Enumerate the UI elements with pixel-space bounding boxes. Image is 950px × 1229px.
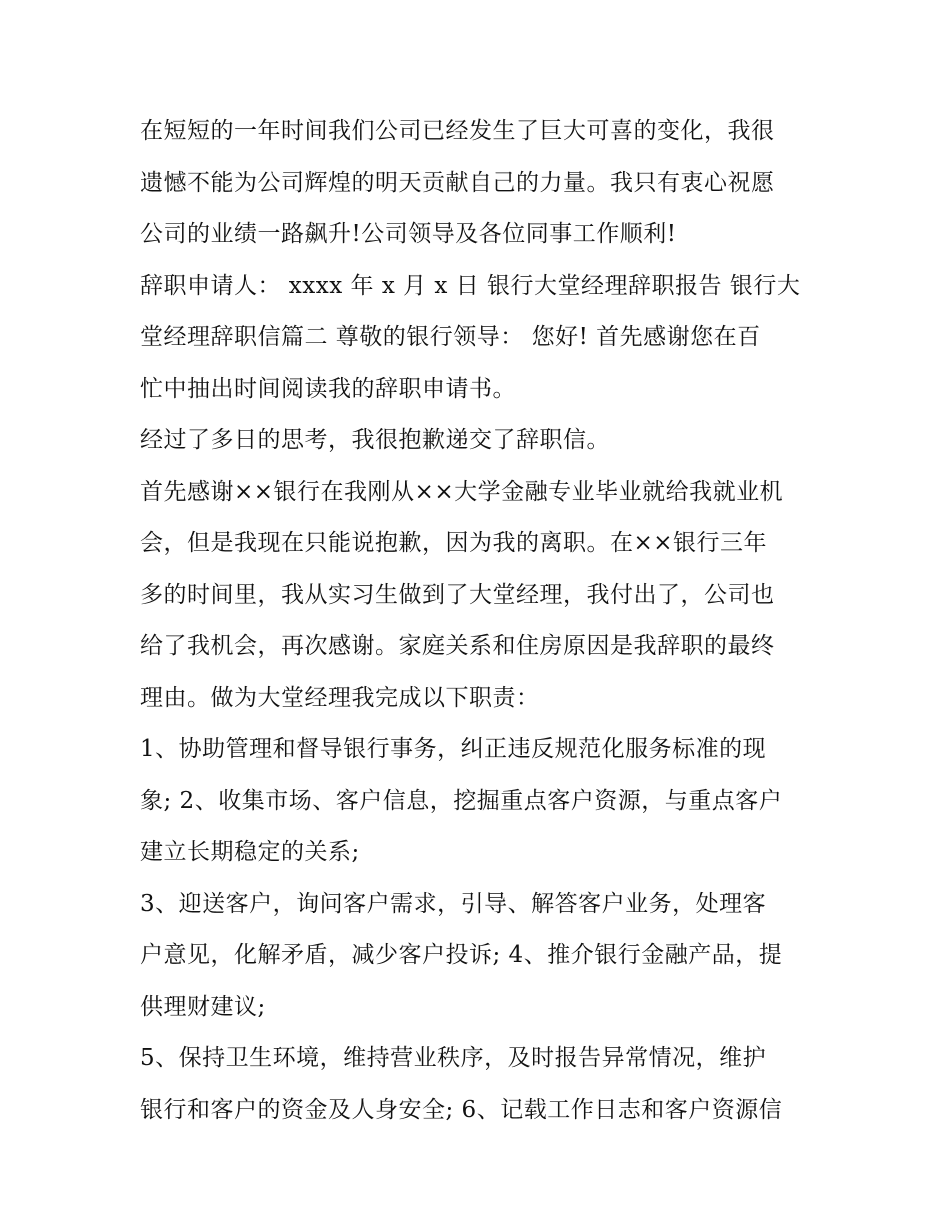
text-line: 给了我机会，再次感谢。家庭关系和住房原因是我辞职的最终: [140, 633, 775, 659]
text-line: 堂经理辞职信篇二 尊敬的银行领导： 您好! 首先感谢您在百: [140, 324, 761, 350]
text-line: 遗憾不能为公司辉煌的明天贡献自己的力量。我只有衷心祝愿: [140, 169, 775, 196]
text-line: 理由。做为大堂经理我完成以下职责：: [140, 684, 540, 711]
paragraph: [140, 415, 820, 467]
text-line: 建立长期稳定的关系;: [140, 839, 360, 865]
text-line: 象; 2、收集市场、客户信息，挖掘重点客户资源，与重点客户: [140, 787, 783, 814]
paragraph: [140, 724, 820, 879]
text-line: 多的时间里，我从实习生做到了大堂经理，我付出了，公司也: [140, 581, 775, 608]
text-line: 5、保持卫生环境，维持营业秩序，及时报告异常情况，维护: [140, 1045, 767, 1071]
paragraph: [140, 467, 820, 725]
text-line: 辞职申请人： xxxx 年 x 月 x 日 银行大堂经理辞职报告 银行大: [140, 272, 801, 299]
paragraph: [140, 1033, 820, 1136]
document-body: [140, 106, 820, 1136]
text-line: 公司的业绩一路飙升!公司领导及各位同事工作顺利!: [140, 221, 677, 247]
paragraph: [140, 879, 820, 1034]
text-line: 供理财建议;: [140, 993, 266, 1020]
paragraph: [140, 261, 820, 416]
text-line: 户意见，化解矛盾，减少客户投诉; 4、推介银行金融产品，提: [140, 942, 783, 968]
text-line: 经过了多日的思考，我很抱歉递交了辞职信。: [140, 427, 610, 453]
text-line: 会，但是我现在只能说抱歉，因为我的离职。在××银行三年: [140, 530, 768, 556]
text-line: 忙中抽出时间阅读我的辞职申请书。: [140, 375, 516, 402]
text-line: 首先感谢××银行在我刚从××大学金融专业毕业就给我就业机: [140, 478, 784, 505]
text-line: 1、协助管理和督导银行事务，纠正违反规范化服务标准的现: [140, 736, 767, 762]
paragraph: [140, 106, 820, 261]
text-line: 3、迎送客户，询问客户需求，引导、解答客户业务，处理客: [140, 890, 767, 917]
text-line: 银行和客户的资金及人身安全; 6、记载工作日志和客户资源信: [140, 1096, 783, 1123]
text-line: 在短短的一年时间我们公司已经发生了巨大可喜的变化，我很: [140, 118, 775, 144]
